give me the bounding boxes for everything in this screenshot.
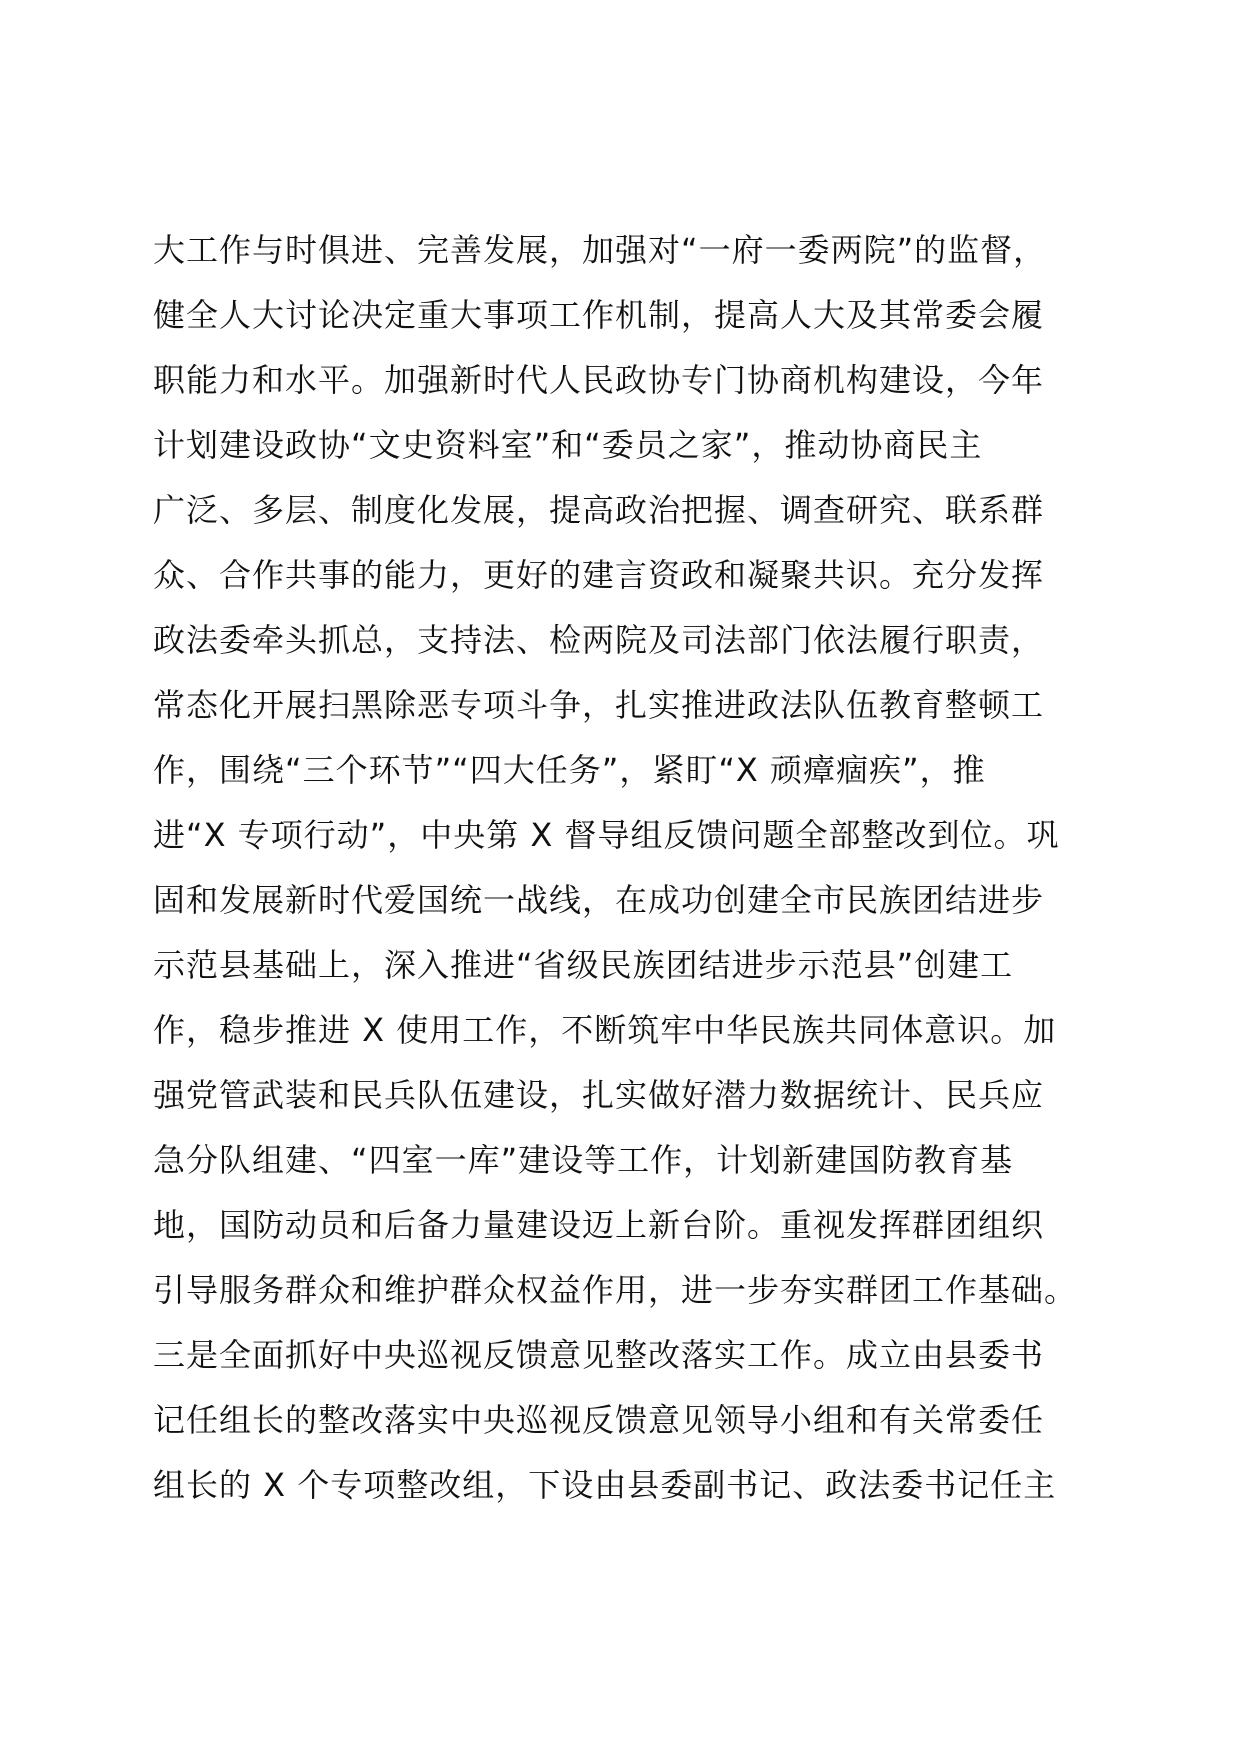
- text-line: 强党管武装和民兵队伍建设，扎实做好潜力数据统计、民兵应: [153, 1076, 1045, 1114]
- text-line: 引导服务群众和维护群众权益作用，进一步夯实群团工作基础。: [153, 1271, 1078, 1309]
- text-line: 常态化开展扫黑除恶专项斗争，扎实推进政法队伍教育整顿工: [153, 686, 1045, 724]
- text-line: 作，围绕“三个环节”“四大任务”，紧盯“X 顽瘴痼疾”，推: [153, 751, 986, 789]
- text-line: 作，稳步推进 X 使用工作，不断筑牢中华民族共同体意识。加: [153, 1011, 1057, 1049]
- text-line: 记任组长的整改落实中央巡视反馈意见领导小组和有关常委任: [153, 1401, 1045, 1439]
- text-line: 进“X 专项行动”，中央第 X 督导组反馈问题全部整改到位。巩: [153, 816, 1060, 854]
- body-text: [153, 218, 1113, 1518]
- text-line: 急分队组建、“四室一库”建设等工作，计划新建国防教育基: [153, 1141, 1014, 1179]
- text-line: 固和发展新时代爱国统一战线，在成功创建全市民族团结进步: [153, 881, 1045, 919]
- text-line: 众、合作共事的能力，更好的建言资政和凝聚共识。充分发挥: [153, 556, 1045, 594]
- text-line: 职能力和水平。加强新时代人民政协专门协商机构建设，今年: [153, 361, 1045, 399]
- text-line: 三是全面抓好中央巡视反馈意见整改落实工作。成立由县委书: [153, 1336, 1045, 1374]
- text-line: 健全人大讨论决定重大事项工作机制，提高人大及其常委会履: [153, 296, 1045, 334]
- text-line: 计划建设政协“文史资料室”和“委员之家”，推动协商民主: [153, 426, 983, 464]
- text-line: 政法委牵头抓总，支持法、检两院及司法部门依法履行职责，: [153, 621, 1045, 659]
- text-line: 广泛、多层、制度化发展，提高政治把握、调查研究、联系群: [153, 491, 1045, 529]
- text-line: 地，国防动员和后备力量建设迈上新台阶。重视发挥群团组织: [153, 1206, 1045, 1244]
- text-line: 大工作与时俱进、完善发展，加强对“一府一委两院”的监督，: [153, 231, 1047, 269]
- text-line: 示范县基础上，深入推进“省级民族团结进步示范县”创建工: [153, 946, 1014, 984]
- text-line: 组长的 X 个专项整改组，下设由县委副书记、政法委书记任主: [153, 1466, 1057, 1504]
